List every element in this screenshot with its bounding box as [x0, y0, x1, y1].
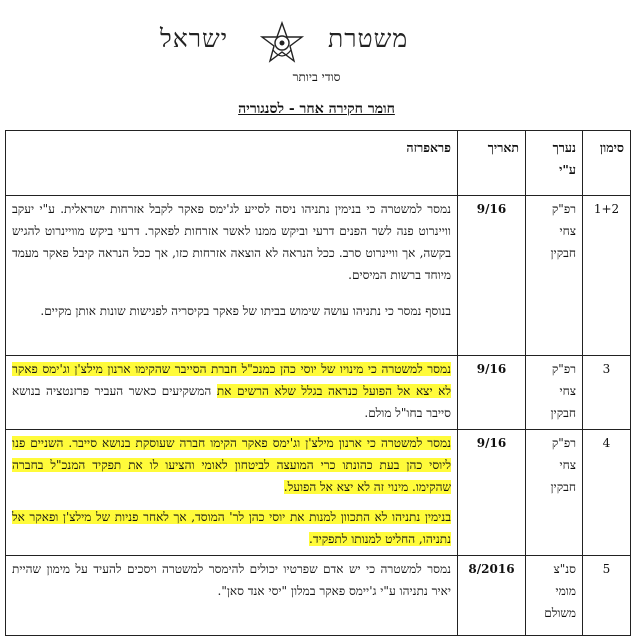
row-date: 9/16 — [458, 196, 526, 356]
letterhead — [0, 20, 633, 60]
author-rank: רפ"ק — [551, 202, 576, 216]
row-author — [526, 430, 583, 556]
letterhead-org-right: משטרת — [328, 24, 409, 53]
table-row — [6, 430, 631, 556]
row-author — [526, 196, 583, 356]
author-last-name: חבקין — [550, 246, 576, 260]
author-first-name: מומי — [555, 584, 576, 598]
row-date: 8/2016 — [458, 556, 526, 636]
letterhead-org-left: ישראל — [160, 24, 229, 53]
row-number: 3 — [583, 356, 631, 430]
document-title: חומר חקירה אחר - לסנגוריה — [238, 101, 395, 117]
author-first-name: צחי — [559, 224, 576, 238]
paraphrase-paragraph: בנוסף נמסר כי נתניהו עושה שימוש בביתו של פאקר בקיסריה לפגישות שונות אותן מקיים. — [40, 304, 451, 318]
highlighted-text: נמסר למשטרה כי מינויו של יוסי כהן כמנכ"ל חברת הסייבר שהקימו ארנון מילצ'ן וג'ימס פאקר לא יצא אל הפועל כנראה בגלל שלא הרשים את — [12, 362, 451, 398]
author-first-name: צחי — [559, 458, 576, 472]
table-header-row — [6, 131, 631, 196]
classification-label: סודי ביותר — [292, 70, 341, 84]
row-number: 5 — [583, 556, 631, 636]
investigation-material-table — [5, 130, 631, 636]
row-number: 4 — [583, 430, 631, 556]
row-author — [526, 356, 583, 430]
table-row — [6, 556, 631, 636]
row-date: 9/16 — [458, 356, 526, 430]
column-header-author: נערך ע"י — [526, 131, 583, 196]
row-paraphrase — [6, 556, 458, 636]
paraphrase-paragraph — [12, 432, 451, 498]
author-last-name: חבקין — [550, 480, 576, 494]
column-header-number: סימון — [583, 131, 631, 196]
highlighted-text: בנימין נתניהו לא התכוון למנות את יוסי כהן לר' המוסד, אך לאחר פניות של מילצ'ן ופאקר אל נתניהו, החליט למנותו לתפקיד. — [12, 510, 451, 546]
row-author — [526, 556, 583, 636]
author-last-name: משולם — [544, 606, 576, 620]
row-number: 1+2 — [583, 196, 631, 356]
column-header-date: תאריך — [458, 131, 526, 196]
plain-text: המשקיעים כאשר העביר פרזנטציה בנושא סייבר בחו"ל מולם. — [12, 384, 451, 420]
paraphrase-paragraph — [12, 506, 451, 550]
row-paraphrase — [6, 430, 458, 556]
author-rank: סנ"צ — [553, 562, 576, 576]
row-paraphrase — [6, 196, 458, 356]
paraphrase-paragraph: נמסר למשטרה כי יש אדם שפרטיו יכולים להימסר למשטרה ויסכים להעיד על מימון שהיית יאיר נתניהו ע"י ג'יימס פאקר במלון "יסי אנד סאן". — [12, 562, 451, 598]
police-star-emblem-icon — [259, 20, 305, 66]
column-header-paraphrase: פראפרזה — [6, 131, 458, 196]
row-date: 9/16 — [458, 430, 526, 556]
author-rank: רפ"ק — [551, 436, 576, 450]
author-last-name: חבקין — [550, 406, 576, 420]
row-paraphrase — [6, 356, 458, 430]
table-row — [6, 356, 631, 430]
author-first-name: צחי — [559, 384, 576, 398]
highlighted-text: נמסר למשטרה כי ארנון מילצ'ן וג'ימס פאקר הקימו חברה שעוסקת בנושא סייבר. השניים פנו ליוסי כהן בעת כהונתו כרי המועצה לביטחון לאומי והציעו לו את תפקיד המנכ"ל בחברה שהקימו. מינוי זה לא יצא אל הפועל. — [12, 436, 451, 494]
paraphrase-paragraph — [12, 358, 451, 424]
table-row — [6, 196, 631, 356]
paraphrase-paragraph: נמסר למשטרה כי בנימין נתניהו ניסה לסייע לג'ימס פאקר לקבל אזרחות ישראלית. ע"י יעקב וויינרוט פנה לשר הפנים דרעי וביקש ממנו לאשר אזרחות לפאקר. דרעי ביקש מוויינרוט להגיש בקשה, אך וויינרוט סרב. ככל הנראה לא הוצאה אזרחות כזו, אך ככל הנראה קיבל פאקר מעמד מיוחד ברשות המיסים. — [12, 202, 451, 282]
author-rank: רפ"ק — [551, 362, 576, 376]
